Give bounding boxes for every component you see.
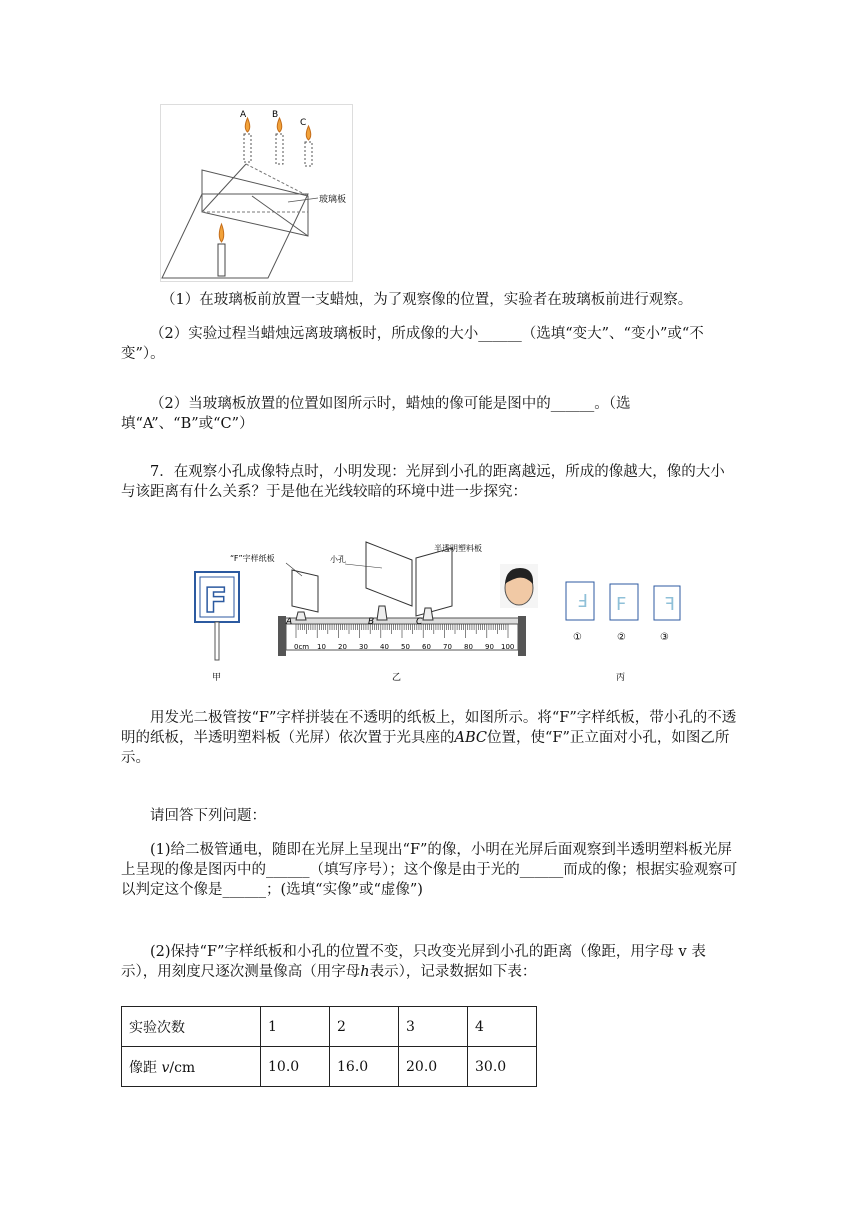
option-3 — [654, 586, 680, 643]
label-b: B — [272, 110, 279, 120]
f-paper-board — [292, 570, 318, 620]
f-letter: F — [204, 581, 228, 621]
option-1 — [566, 582, 594, 643]
option-2 — [610, 584, 638, 643]
caption-yi: 乙 — [392, 673, 402, 683]
table-cell: 3 — [399, 1007, 468, 1047]
tick-90: 90 — [485, 643, 494, 651]
tick-30: 30 — [359, 643, 368, 651]
f-board-label: “F”字样纸板 — [230, 554, 275, 563]
paragraph-3: （2）当玻璃板放置的位置如图所示时，蜡烛的像可能是图中的______。（选填“A”、“B”或“C”） — [121, 396, 631, 432]
table-cell: 16.0 — [330, 1047, 399, 1087]
paragraph-4: 7．在观察小孔成像特点时，小明发现：光屏到小孔的距离越远，所成的像越大，像的大小与该距离有什么关系？于是他在光线较暗的环境中进一步探究： — [121, 464, 725, 500]
table-cell: 2 — [330, 1007, 399, 1047]
table-cell: 10.0 — [261, 1047, 330, 1087]
table-cell: 像距 v/cm — [122, 1047, 261, 1087]
pinhole-label: 小孔 — [330, 555, 346, 564]
observer-head — [500, 564, 538, 608]
data-table — [121, 1006, 537, 1087]
tick-0: 0cm — [294, 643, 310, 651]
table-cell: 20.0 — [399, 1047, 468, 1087]
caption-bing: 丙 — [616, 673, 626, 683]
translucent-screen — [416, 548, 452, 620]
table-cell: 4 — [468, 1007, 537, 1047]
option-3-label: ③ — [660, 632, 669, 643]
option-1-label: ① — [573, 632, 582, 643]
paragraph-2: （2）实验过程当蜡烛远离玻璃板时，所成像的大小______（选填“变大”、“变小”或“不变”）。 — [121, 326, 704, 362]
svg-text:F: F — [616, 594, 627, 615]
label-a: A — [240, 110, 247, 120]
tick-10: 10 — [317, 643, 326, 651]
caption-jia: 甲 — [212, 673, 222, 683]
plane-mirror-figure — [160, 104, 353, 282]
svg-text:F: F — [577, 589, 588, 610]
paragraph-5: 用发光二极管按“F”字样拼装在不透明的纸板上，如图所示。将“F”字样纸板，带小孔的不透明的纸板，半透明塑料板（光屏）依次置于光具座的ABC位置，使“F”正立面对小孔，如图乙所示。 — [121, 710, 737, 766]
paragraph-7: (1)给二极管通电，随即在光屏上呈现出“F”的像，小明在光屏后面观察到半透明塑料板光屏上呈现的像是图丙中的______（填写序号）；这个像是由于光的______而成的像；根据实验观察可以判定这个像是______；(选填“实像”或“虚像”) — [121, 842, 738, 898]
paragraph-8: (2)保持“F”字样纸板和小孔的位置不变，只改变光屏到小孔的距离（像距，用字母 v 表示），用刻度尺逐次测量像高（用字母h表示），记录数据如下表： — [121, 944, 706, 980]
position-b: B — [368, 617, 375, 627]
label-c: C — [300, 118, 307, 128]
tick-60: 60 — [422, 643, 431, 651]
real-candle — [218, 224, 225, 276]
tick-20: 20 — [338, 643, 347, 651]
pinhole-figure — [190, 540, 710, 685]
glass-label: 玻璃板 — [319, 195, 347, 205]
tick-50: 50 — [401, 643, 410, 651]
table-row — [122, 1007, 537, 1047]
option-2-label: ② — [617, 632, 626, 643]
f-light-board — [195, 572, 239, 660]
tick-100: 100 — [501, 643, 515, 651]
svg-text:F: F — [664, 594, 675, 615]
screen-label: 半透明塑料板 — [434, 544, 482, 553]
table-row — [122, 1047, 537, 1087]
tick-80: 80 — [464, 643, 473, 651]
table-cell: 实验次数 — [122, 1007, 261, 1047]
position-c: C — [416, 617, 423, 627]
position-a: A — [286, 617, 293, 627]
pinhole-board — [366, 542, 412, 620]
tick-40: 40 — [380, 643, 389, 651]
paragraph-1: （1）在玻璃板前放置一支蜡烛，为了观察像的位置，实验者在玻璃板前进行观察。 — [161, 292, 693, 308]
table-cell: 1 — [261, 1007, 330, 1047]
tick-70: 70 — [443, 643, 452, 651]
table-cell: 30.0 — [468, 1047, 537, 1087]
figure-frame — [161, 105, 353, 282]
paragraph-6: 请回答下列问题： — [150, 808, 266, 824]
